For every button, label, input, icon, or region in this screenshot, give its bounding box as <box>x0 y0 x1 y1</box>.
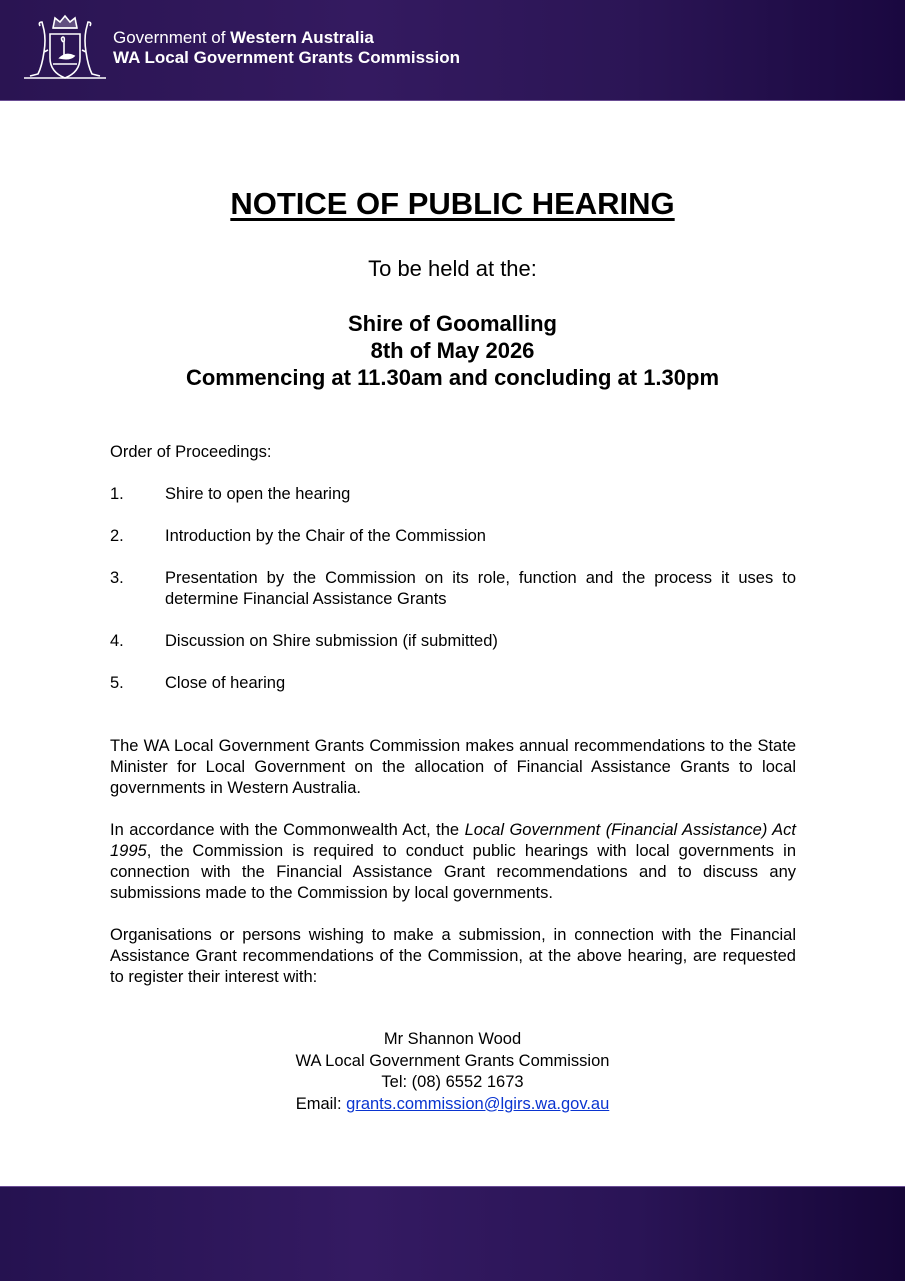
list-item: 2. Introduction by the Chair of the Commission <box>110 527 486 545</box>
list-item: 1. Shire to open the hearing <box>110 485 351 503</box>
contact-block <box>0 1029 905 1115</box>
contact-name: Mr Shannon Wood <box>383 1030 522 1048</box>
header-title <box>113 28 460 68</box>
header-banner <box>0 0 905 101</box>
held-at-label: To be held at the: <box>368 256 537 281</box>
proceedings-label: Order of Proceedings: <box>110 443 272 461</box>
page-title: NOTICE OF PUBLIC HEARING <box>230 186 675 221</box>
event-time: Commencing at 11.30am and concluding at 1.30pm <box>185 365 720 390</box>
paragraph-submissions: Organisations or persons wishing to make a submission, in connection with the Financial Assistance Grant recommendations of the Commission, at the above hearing, are requested to register their interest with: <box>110 926 796 986</box>
list-item: 5. Close of hearing <box>110 674 286 692</box>
contact-email: Email: grants.commission@lgirs.wa.gov.au <box>295 1094 610 1113</box>
paragraph-commission-role: The WA Local Government Grants Commission makes annual recommendations to the State Minister for Local Government on the allocation of Financial Assistance Grants to local governments in Western Australia. <box>110 737 796 797</box>
event-date: 8th of May 2026 <box>370 338 535 363</box>
event-venue: Shire of Goomalling <box>347 311 557 336</box>
act-title: Local Government (Financial Assistance) Act 1995 <box>110 821 797 860</box>
proceedings-list <box>110 484 796 715</box>
wa-coat-of-arms-icon <box>20 12 110 84</box>
email-link[interactable]: grants.commission@lgirs.wa.gov.au <box>346 1094 610 1113</box>
event-details <box>0 310 905 391</box>
contact-phone: Tel: (08) 6552 1673 <box>381 1073 524 1091</box>
list-item: 4. Discussion on Shire submission (if submitted) <box>110 632 498 650</box>
paragraph-legislation: In accordance with the Commonwealth Act, the Local Government (Financial Assistance) Act 1995, the Commission is required to conduct public hearings with local governments in connection with the Financial Assistance Grant recommendations and to discuss any submissions made to the Commission by local governments. <box>110 821 797 902</box>
footer-banner <box>0 1186 905 1281</box>
commission-name: WA Local Government Grants Commission <box>113 48 460 67</box>
list-item: 3. Presentation by the Commission on its role, function and the process it uses to determine Financial Assistance Grants <box>110 569 796 608</box>
government-name: Government of Western Australia <box>113 28 374 47</box>
contact-organisation: WA Local Government Grants Commission <box>295 1051 610 1070</box>
